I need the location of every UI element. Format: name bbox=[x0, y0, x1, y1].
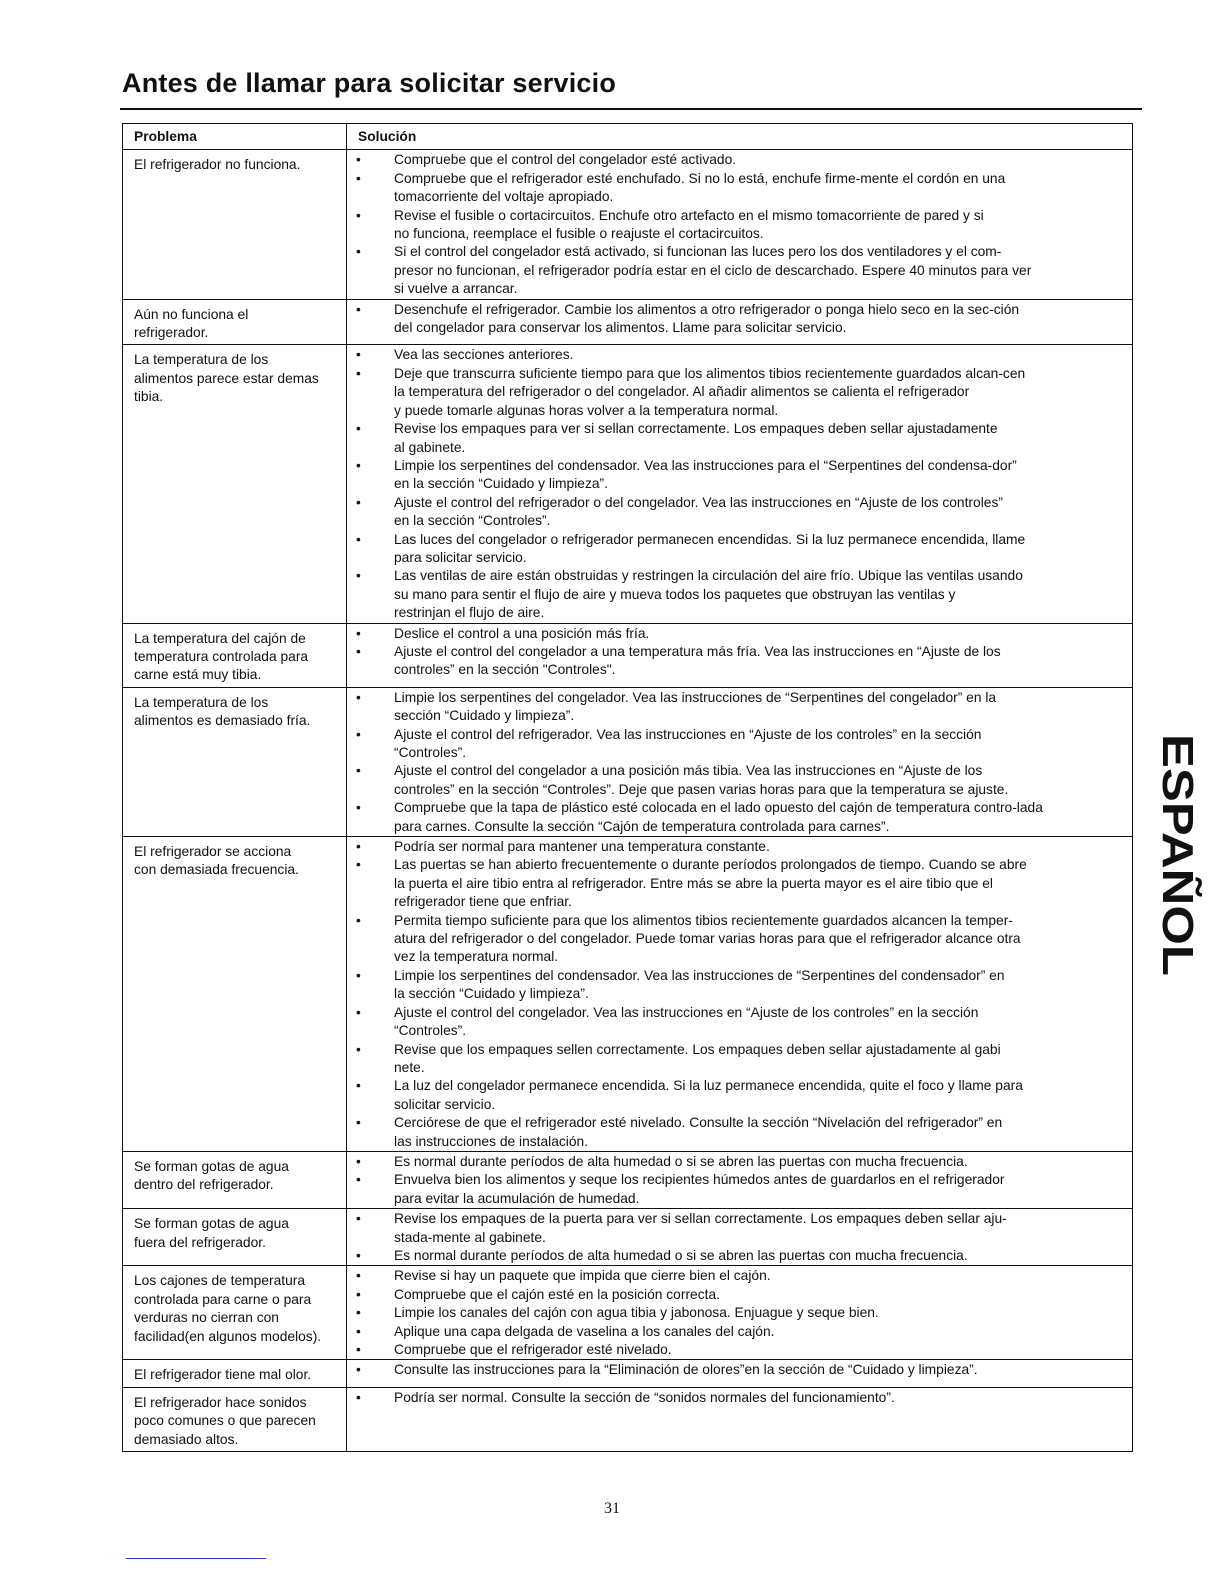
list-item bbox=[347, 567, 1132, 622]
table-row bbox=[123, 299, 1133, 345]
list-item bbox=[347, 494, 1132, 531]
list-item bbox=[347, 912, 1132, 967]
problem-cell: Se forman gotas de agua dentro del refrigerador. bbox=[123, 1151, 347, 1208]
title-divider bbox=[120, 108, 1142, 110]
solution-list bbox=[347, 151, 1132, 298]
solution-text: Permita tiempo suficiente para que los alimentos tibios recientemente guardados alcancen la temper- atura del refrigerador o del congelador. Puede tomar varias horas para que el refrigerador alcance otra vez la temperatura normal. bbox=[394, 912, 1021, 965]
solution-cell bbox=[347, 1266, 1133, 1360]
header-solution: Solución bbox=[347, 124, 1133, 150]
bullet-icon: • bbox=[356, 170, 361, 186]
bullet-icon: • bbox=[356, 244, 361, 260]
problem-cell: Se forman gotas de agua fuera del refrigerador. bbox=[123, 1209, 347, 1266]
list-item bbox=[347, 1286, 1132, 1304]
problem-cell: El refrigerador tiene mal olor. bbox=[123, 1360, 347, 1387]
table-row bbox=[123, 1209, 1133, 1266]
table-row bbox=[123, 150, 1133, 299]
solution-list bbox=[347, 1210, 1132, 1265]
solution-text: Es normal durante períodos de alta humedad o si se abren las puertas con mucha frecuencia. bbox=[394, 1153, 968, 1169]
table-body bbox=[123, 150, 1133, 1452]
bullet-icon: • bbox=[356, 1323, 361, 1339]
solution-text: Revise el fusible o cortacircuitos. Enchufe otro artefacto en el mismo tomacorriente de pared y si no funciona, reemplace el fusible o reajuste el cortacircuitos. bbox=[394, 207, 984, 242]
bullet-icon: • bbox=[356, 912, 361, 928]
list-item bbox=[347, 1171, 1132, 1208]
list-item bbox=[347, 1323, 1132, 1341]
side-tab-label: ESPAÑOL bbox=[1153, 734, 1202, 944]
bullet-icon: • bbox=[356, 726, 361, 742]
bullet-icon: • bbox=[356, 1172, 361, 1188]
solution-text: Es normal durante períodos de alta humedad o si se abren las puertas con mucha frecuencia. bbox=[394, 1247, 968, 1263]
list-item bbox=[347, 207, 1132, 244]
table-row bbox=[123, 687, 1133, 836]
solution-text: Deslice el control a una posición más fría. bbox=[394, 625, 650, 641]
bullet-icon: • bbox=[356, 857, 361, 873]
list-item bbox=[347, 170, 1132, 207]
table-row bbox=[123, 623, 1133, 687]
list-item bbox=[347, 1389, 1132, 1407]
bullet-icon: • bbox=[356, 365, 361, 381]
problem-cell: El refrigerador hace sonidos poco comunes o que parecen demasiado altos. bbox=[123, 1387, 347, 1451]
list-item bbox=[347, 1153, 1132, 1171]
header-problem: Problema bbox=[123, 124, 347, 150]
solution-text: Podría ser normal para mantener una temperatura constante. bbox=[394, 839, 770, 855]
list-item bbox=[347, 689, 1132, 726]
solution-text: Compruebe que el refrigerador esté enchufado. Si no lo está, enchufe firme-mente el cordón en una tomacorriente del voltaje apropiado. bbox=[394, 170, 1006, 205]
list-item bbox=[347, 1041, 1132, 1078]
solution-list bbox=[347, 1389, 1132, 1407]
list-item bbox=[347, 856, 1132, 911]
solution-text: Ajuste el control del congelador. Vea las instrucciones en “Ajuste de los controles” en la sección “Controles”. bbox=[394, 1004, 979, 1039]
solution-text: Revise los empaques para ver si sellan correctamente. Los empaques deben sellar ajustadamente al gabinete. bbox=[394, 421, 998, 455]
solution-list bbox=[347, 346, 1132, 622]
list-item bbox=[347, 531, 1132, 568]
solution-text: Limpie los canales del cajón con agua tibia y jabonosa. Enjuague y seque bien. bbox=[394, 1305, 879, 1321]
solution-text: Compruebe que el refrigerador esté nivelado. bbox=[394, 1342, 672, 1357]
solution-text: Limpie los serpentines del condensador. Vea las instrucciones para el “Serpentines del condensa-dor” en la sección “Cuidado y limpieza”. bbox=[394, 457, 1017, 492]
bullet-icon: • bbox=[356, 1211, 361, 1227]
solution-text: Compruebe que el cajón esté en la posición correcta. bbox=[394, 1286, 720, 1302]
solution-text: Ajuste el control del refrigerador o del congelador. Vea las instrucciones en “Ajuste de los controles” en la sección “Controles”. bbox=[394, 494, 1003, 529]
problem-cell: La temperatura de los alimentos parece estar demas tibia. bbox=[123, 345, 347, 623]
bullet-icon: • bbox=[356, 152, 361, 168]
list-item bbox=[347, 1077, 1132, 1114]
list-item bbox=[347, 643, 1132, 680]
bullet-icon: • bbox=[356, 207, 361, 223]
bullet-icon: • bbox=[356, 494, 361, 510]
bullet-icon: • bbox=[356, 301, 361, 317]
list-item bbox=[347, 151, 1132, 169]
bullet-icon: • bbox=[356, 1286, 361, 1302]
list-item bbox=[347, 1210, 1132, 1247]
problem-cell: El refrigerador no funciona. bbox=[123, 150, 347, 299]
solution-list bbox=[347, 1153, 1132, 1208]
problem-cell: Aún no funciona el refrigerador. bbox=[123, 299, 347, 345]
solution-text: Compruebe que el control del congelador esté activado. bbox=[394, 152, 737, 168]
solution-cell bbox=[347, 837, 1133, 1152]
problem-cell: La temperatura de los alimentos es demasiado fría. bbox=[123, 687, 347, 836]
bullet-icon: • bbox=[356, 568, 361, 584]
bullet-icon: • bbox=[356, 1389, 361, 1405]
solution-cell bbox=[347, 687, 1133, 836]
list-item bbox=[347, 838, 1132, 856]
list-item bbox=[347, 762, 1132, 799]
solution-text: Aplique una capa delgada de vaselina a los canales del cajón. bbox=[394, 1323, 775, 1339]
list-item bbox=[347, 420, 1132, 457]
solution-text: Cerciórese de que el refrigerador esté nivelado. Consulte la sección “Nivelación del refrigerador” en las instrucciones de instalación. bbox=[394, 1115, 1003, 1149]
side-tab-espanol bbox=[1145, 730, 1203, 980]
bullet-icon: • bbox=[356, 421, 361, 437]
bullet-icon: • bbox=[356, 1153, 361, 1169]
solution-text: Envuelva bien los alimentos y seque los recipientes húmedos antes de guardarlos en el refrigerador para evitar la acumulación de humedad. bbox=[394, 1172, 1005, 1206]
bullet-icon: • bbox=[356, 1078, 361, 1094]
bullet-icon: • bbox=[356, 1268, 361, 1284]
list-item bbox=[347, 243, 1132, 298]
solution-text: Ajuste el control del refrigerador. Vea las instrucciones en “Ajuste de los controles” en la sección “Controles”. bbox=[394, 726, 982, 760]
list-item bbox=[347, 1114, 1132, 1151]
list-item bbox=[347, 346, 1132, 364]
list-item bbox=[347, 726, 1132, 763]
bullet-icon: • bbox=[356, 839, 361, 855]
bullet-icon: • bbox=[356, 643, 361, 659]
table-row bbox=[123, 1387, 1133, 1451]
bullet-icon: • bbox=[356, 347, 361, 363]
solution-text: Podría ser normal. Consulte la sección de “sonidos normales del funcionamiento”. bbox=[394, 1389, 895, 1405]
table-row bbox=[123, 837, 1133, 1152]
solution-text: Revise los empaques de la puerta para ver si sellan correctamente. Los empaques deben sellar aju- stada-mente al gabinete. bbox=[394, 1211, 1007, 1245]
bullet-icon: • bbox=[356, 1342, 361, 1357]
bullet-icon: • bbox=[356, 763, 361, 779]
table-row bbox=[123, 1360, 1133, 1387]
solution-cell bbox=[347, 150, 1133, 299]
problem-cell: La temperatura del cajón de temperatura controlada para carne está muy tibia. bbox=[123, 623, 347, 687]
list-item bbox=[347, 967, 1132, 1004]
bullet-icon: • bbox=[356, 1247, 361, 1263]
list-item bbox=[347, 365, 1132, 420]
list-item bbox=[347, 301, 1132, 338]
bullet-icon: • bbox=[356, 1115, 361, 1131]
footer-divider bbox=[126, 1558, 266, 1559]
troubleshooting-table bbox=[122, 123, 1133, 1452]
bullet-icon: • bbox=[356, 800, 361, 816]
solution-cell bbox=[347, 345, 1133, 623]
table-row bbox=[123, 1266, 1133, 1360]
list-item bbox=[347, 799, 1132, 836]
solution-text: Deje que transcurra suficiente tiempo para que los alimentos tibios recientemente guardados alcan-cen la temperatura del refrigerador o del congelador. Al añadir alimentos se calienta el refrigerador y puede tomarle algunas horas volver a la temperatura normal. bbox=[394, 365, 1026, 418]
table-header-row bbox=[123, 124, 1133, 150]
solution-text: Ajuste el control del congelador a una temperatura más fría. Vea las instrucciones en “Ajuste de los controles” en la sección "Controles". bbox=[394, 643, 1001, 678]
solution-cell bbox=[347, 1151, 1133, 1208]
bullet-icon: • bbox=[356, 531, 361, 547]
solution-cell bbox=[347, 299, 1133, 345]
solution-list bbox=[347, 838, 1132, 1151]
list-item bbox=[347, 457, 1132, 494]
bullet-icon: • bbox=[356, 967, 361, 983]
bullet-icon: • bbox=[356, 1362, 361, 1378]
solution-cell bbox=[347, 1209, 1133, 1266]
solution-text: Las ventilas de aire están obstruidas y restringen la circulación del aire frío. Ubique las ventilas usando su mano para sentir el flujo de aire y mueva todos los paquetes que obstruyan las ventilas y restrinjan el flujo de aire. bbox=[394, 568, 1023, 621]
solution-text: Compruebe que la tapa de plástico esté colocada en el lado opuesto del cajón de temperatura contro-lada para carnes. Consulte la sección “Cajón de temperatura controlada para carnes”. bbox=[394, 800, 1043, 834]
list-item bbox=[347, 625, 1132, 643]
solution-text: Limpie los serpentines del condensador. Vea las instrucciones de “Serpentines del condensador” en la sección “Cuidado y limpieza”. bbox=[394, 967, 1005, 1002]
problem-cell: El refrigerador se acciona con demasiada frecuencia. bbox=[123, 837, 347, 1152]
list-item bbox=[347, 1267, 1132, 1285]
solution-text: Ajuste el control del congelador a una posición más tibia. Vea las instrucciones en “Ajuste de los controles” en la sección “Controles”. Deje que pasen varias horas para que la temperatura se ajuste. bbox=[394, 763, 1009, 797]
list-item bbox=[347, 1361, 1132, 1379]
bullet-icon: • bbox=[356, 1305, 361, 1321]
bullet-icon: • bbox=[356, 1004, 361, 1020]
solution-list bbox=[347, 625, 1132, 680]
solution-text: Limpie los serpentines del congelador. Vea las instrucciones de “Serpentines del congelador” en la sección “Cuidado y limpieza”. bbox=[394, 689, 997, 724]
table-row bbox=[123, 1151, 1133, 1208]
solution-text: Revise si hay un paquete que impida que cierre bien el cajón. bbox=[394, 1268, 771, 1284]
solution-text: Desenchufe el refrigerador. Cambie los alimentos a otro refrigerador o ponga hielo seco en la sec-ción del congelador para conservar los alimentos. Llame para solicitar servicio. bbox=[394, 301, 1020, 336]
list-item bbox=[347, 1247, 1132, 1265]
table-row bbox=[123, 345, 1133, 623]
solution-list bbox=[347, 1361, 1132, 1379]
solution-cell bbox=[347, 1360, 1133, 1387]
page-number: 31 bbox=[604, 1500, 620, 1517]
list-item bbox=[347, 1004, 1132, 1041]
solution-text: Vea las secciones anteriores. bbox=[394, 347, 574, 363]
page-title: Antes de llamar para solicitar servicio bbox=[122, 68, 617, 98]
solution-list bbox=[347, 301, 1132, 338]
list-item bbox=[347, 1304, 1132, 1322]
solution-text: Las puertas se han abierto frecuentemente o durante períodos prolongados de tiempo. Cuando se abre la puerta el aire tibio entra al refrigerador. Entre más se abre la puerta mayor es el aire tibio que el refrigerador tiene que enfriar. bbox=[394, 857, 1027, 910]
solution-cell bbox=[347, 1387, 1133, 1451]
solution-text: Consulte las instrucciones para la “Eliminación de olores”en la sección de “Cuidado y limpieza”. bbox=[394, 1362, 978, 1378]
bullet-icon: • bbox=[356, 625, 361, 641]
solution-cell bbox=[347, 623, 1133, 687]
bullet-icon: • bbox=[356, 457, 361, 473]
bullet-icon: • bbox=[356, 689, 361, 705]
solution-text: Si el control del congelador está activado, si funcionan las luces pero los dos ventiladores y el com- presor no funcionan, el refrigerador podría estar en el ciclo de descarchado. Espere 40 minutos para ver si vuelve a arrancar. bbox=[394, 244, 1032, 297]
problem-cell: Los cajones de temperatura controlada para carne o para verduras no cierran con facilidad(en algunos modelos). bbox=[123, 1266, 347, 1360]
bullet-icon: • bbox=[356, 1041, 361, 1057]
solution-list bbox=[347, 1267, 1132, 1359]
solution-text: Las luces del congelador o refrigerador permanecen encendidas. Si la luz permanece encendida, llame para solicitar servicio. bbox=[394, 531, 1026, 565]
solution-text: Revise que los empaques sellen correctamente. Los empaques deben sellar ajustadamente al gabi nete. bbox=[394, 1041, 1001, 1075]
solution-list bbox=[347, 689, 1132, 836]
solution-text: La luz del congelador permanece encendida. Si la luz permanece encendida, quite el foco y llame para solicitar servicio. bbox=[394, 1078, 1023, 1112]
list-item bbox=[347, 1341, 1132, 1359]
